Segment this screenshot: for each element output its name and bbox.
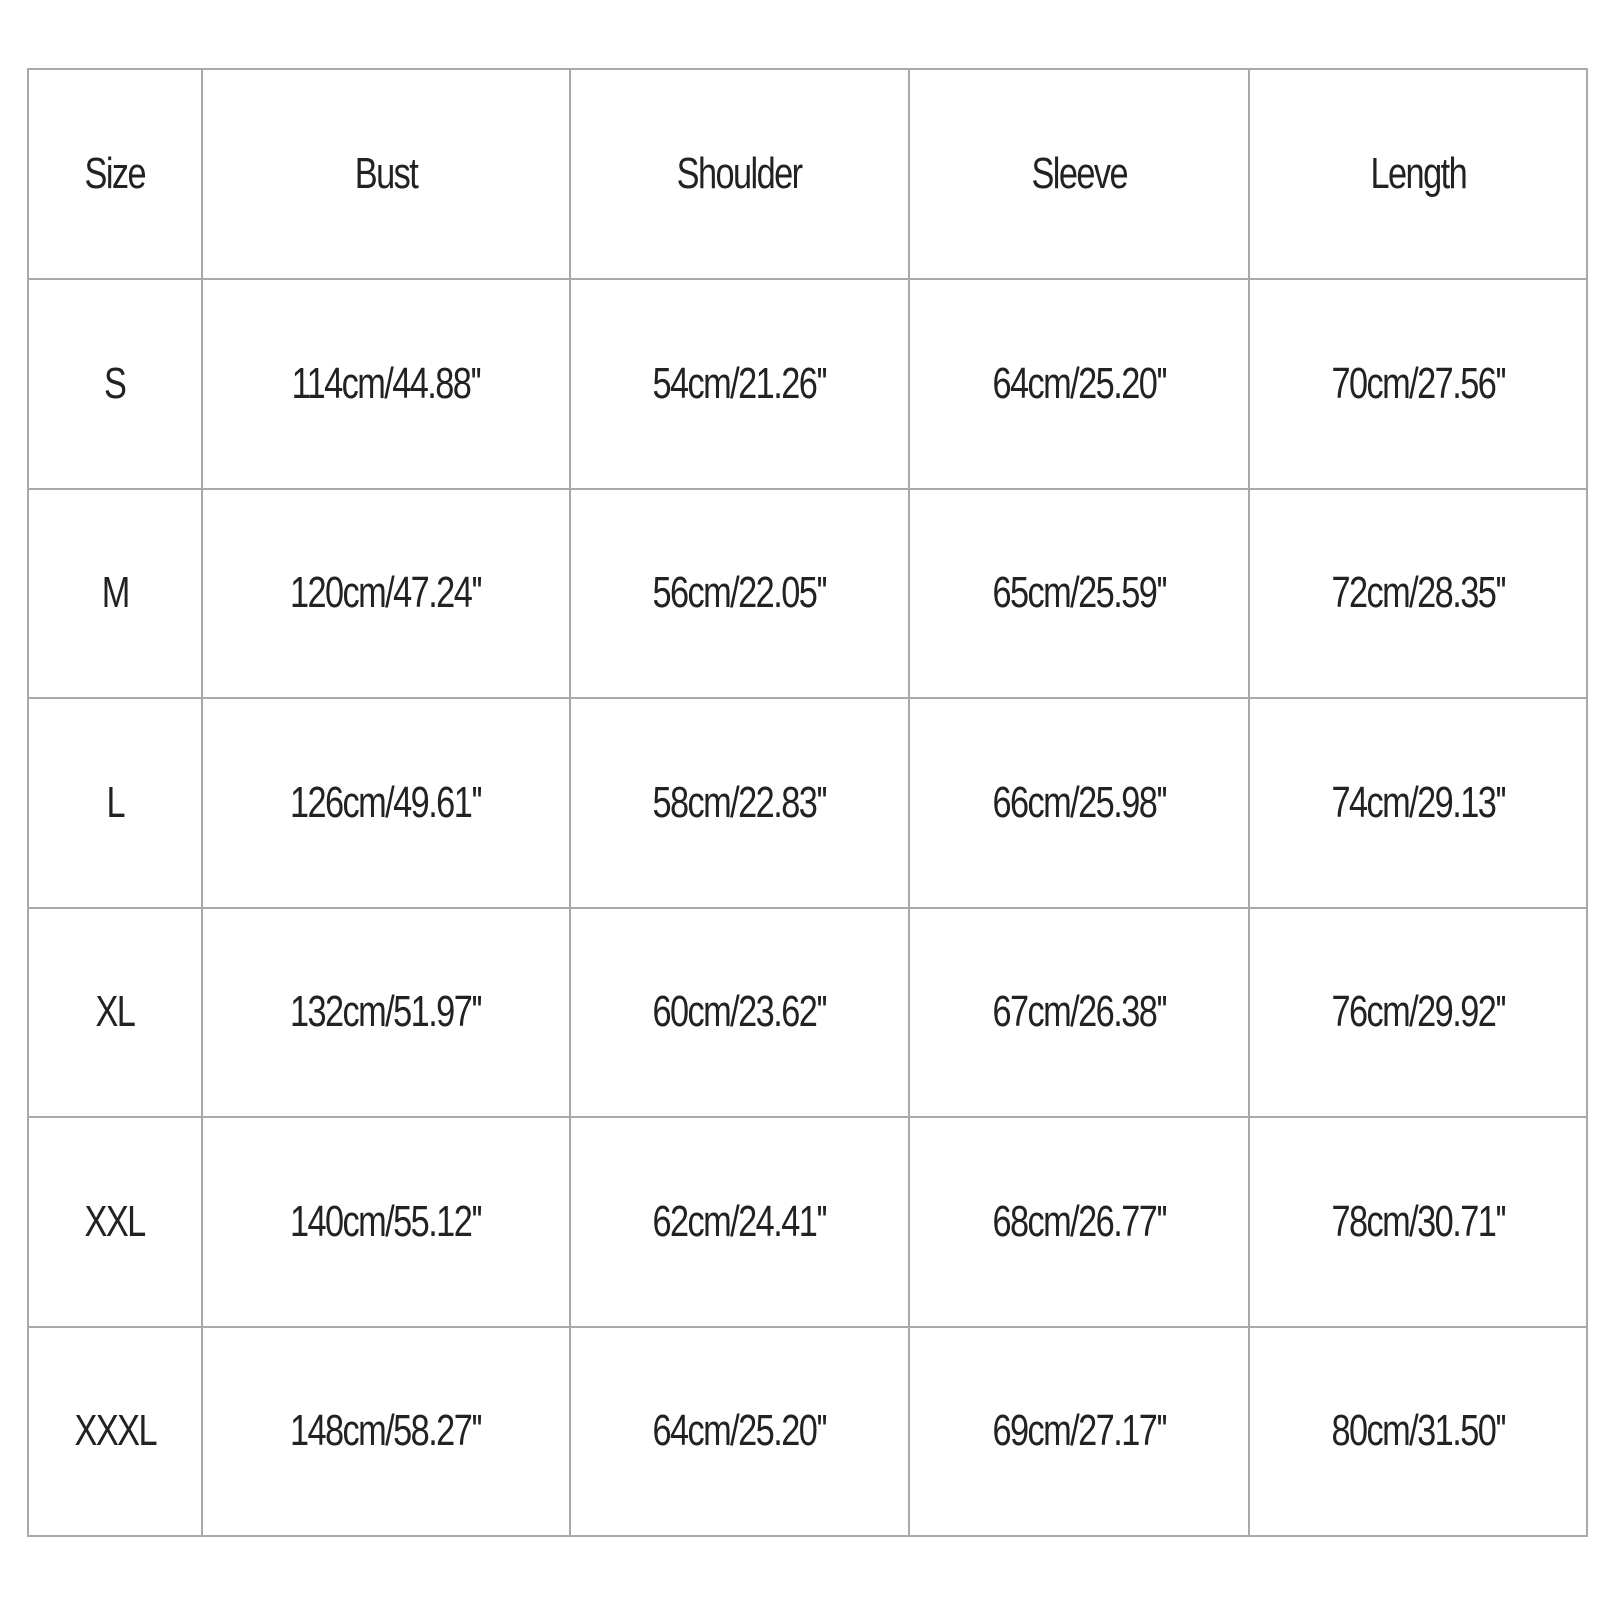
header-sleeve: Sleeve [909,69,1249,279]
size-cell: XXL [28,1117,202,1327]
size-cell: L [28,698,202,908]
length-cell: 80cm/31.50'' [1249,1327,1587,1537]
shoulder-cell: 62cm/24.41'' [570,1117,909,1327]
sleeve-cell: 66cm/25.98'' [909,698,1249,908]
length-cell: 76cm/29.92'' [1249,908,1587,1118]
bust-cell: 132cm/51.97'' [202,908,570,1118]
table-row [28,279,1587,489]
sleeve-cell: 64cm/25.20'' [909,279,1249,489]
table-row [28,908,1587,1118]
bust-cell: 140cm/55.12'' [202,1117,570,1327]
header-bust: Bust [202,69,570,279]
sleeve-cell: 69cm/27.17'' [909,1327,1249,1537]
header-length: Length [1249,69,1587,279]
sleeve-cell: 67cm/26.38'' [909,908,1249,1118]
shoulder-cell: 54cm/21.26'' [570,279,909,489]
sleeve-cell: 68cm/26.77'' [909,1117,1249,1327]
length-cell: 72cm/28.35'' [1249,489,1587,699]
table-row [28,489,1587,699]
table-header-row [28,69,1587,279]
size-cell: XXXL [28,1327,202,1537]
bust-cell: 126cm/49.61'' [202,698,570,908]
size-cell: M [28,489,202,699]
length-cell: 78cm/30.71'' [1249,1117,1587,1327]
shoulder-cell: 60cm/23.62'' [570,908,909,1118]
length-cell: 70cm/27.56'' [1249,279,1587,489]
bust-cell: 120cm/47.24'' [202,489,570,699]
size-chart-table [27,68,1588,1537]
header-size: Size [28,69,202,279]
table-row [28,1117,1587,1327]
table-row [28,698,1587,908]
bust-cell: 114cm/44.88'' [202,279,570,489]
sleeve-cell: 65cm/25.59'' [909,489,1249,699]
shoulder-cell: 64cm/25.20'' [570,1327,909,1537]
length-cell: 74cm/29.13'' [1249,698,1587,908]
shoulder-cell: 56cm/22.05'' [570,489,909,699]
size-cell: S [28,279,202,489]
size-cell: XL [28,908,202,1118]
bust-cell: 148cm/58.27'' [202,1327,570,1537]
table-row [28,1327,1587,1537]
header-shoulder: Shoulder [570,69,909,279]
shoulder-cell: 58cm/22.83'' [570,698,909,908]
